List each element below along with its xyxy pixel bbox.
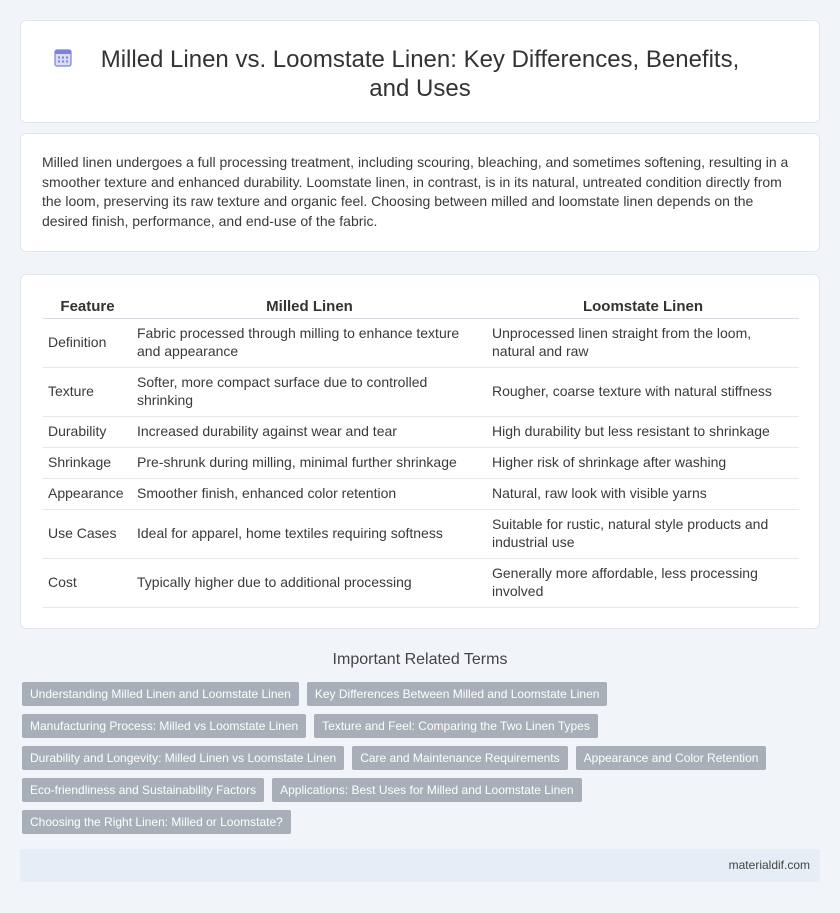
feature-cell: Texture: [43, 367, 132, 416]
related-term-tag[interactable]: Applications: Best Uses for Milled and Loomstate Linen: [272, 778, 582, 802]
intro-paragraph: Milled linen undergoes a full processing treatment, including scouring, bleaching, and sometimes softening, resulting in a smoother texture and enhanced durability. Loomstate linen, in contrast, is in its natural, untreated condition directly from the loom, preserving its raw texture and organic feel. Choosing between milled and loomstate linen depends on the desired finish, performance, and end-use of the fabric.: [42, 154, 789, 229]
comparison-table: [43, 295, 799, 608]
milled-cell: Typically higher due to additional processing: [132, 558, 487, 607]
related-term-tag[interactable]: Texture and Feel: Comparing the Two Linen Types: [314, 714, 598, 738]
related-term-tag[interactable]: Key Differences Between Milled and Loomstate Linen: [307, 682, 608, 706]
loomstate-cell: Unprocessed linen straight from the loom, natural and raw: [487, 318, 799, 367]
feature-cell: Shrinkage: [43, 447, 132, 478]
table-row: [43, 447, 799, 478]
table-row: [43, 416, 799, 447]
related-term-tag[interactable]: Appearance and Color Retention: [576, 746, 767, 770]
loomstate-cell: Rougher, coarse texture with natural stiffness: [487, 367, 799, 416]
feature-cell: Cost: [43, 558, 132, 607]
loomstate-cell: Natural, raw look with visible yarns: [487, 478, 799, 509]
milled-cell: Fabric processed through milling to enhance texture and appearance: [132, 318, 487, 367]
related-term-tag[interactable]: Care and Maintenance Requirements: [352, 746, 567, 770]
milled-cell: Smoother finish, enhanced color retention: [132, 478, 487, 509]
related-term-tag[interactable]: Understanding Milled Linen and Loomstate Linen: [22, 682, 299, 706]
table-row: [43, 478, 799, 509]
column-header-loomstate: Loomstate Linen: [487, 295, 799, 318]
footer: [20, 849, 820, 882]
feature-cell: Use Cases: [43, 509, 132, 558]
milled-cell: Pre-shrunk during milling, minimal further shrinkage: [132, 447, 487, 478]
related-terms-heading: Important Related Terms: [332, 651, 508, 668]
feature-cell: Appearance: [43, 478, 132, 509]
related-term-tag[interactable]: Durability and Longevity: Milled Linen vs Loomstate Linen: [22, 746, 344, 770]
page-title: Milled Linen vs. Loomstate Linen: Key Differences, Benefits, and Uses: [100, 46, 740, 102]
loomstate-cell: Higher risk of shrinkage after washing: [487, 447, 799, 478]
table-row: [43, 318, 799, 367]
related-term-tag[interactable]: Eco-friendliness and Sustainability Factors: [22, 778, 264, 802]
milled-cell: Ideal for apparel, home textiles requiring softness: [132, 509, 487, 558]
table-row: [43, 509, 799, 558]
comparison-table-card: [20, 274, 820, 629]
milled-cell: Increased durability against wear and tear: [132, 416, 487, 447]
table-row: [43, 367, 799, 416]
related-term-tag[interactable]: Choosing the Right Linen: Milled or Loomstate?: [22, 810, 291, 834]
loomstate-cell: High durability but less resistant to shrinkage: [487, 416, 799, 447]
title-card: [20, 20, 820, 123]
milled-cell: Softer, more compact surface due to controlled shrinking: [132, 367, 487, 416]
site-name[interactable]: materialdif.com: [728, 858, 810, 872]
related-term-tag[interactable]: Manufacturing Process: Milled vs Loomstate Linen: [22, 714, 306, 738]
intro-card: [20, 133, 820, 252]
table-header-row: [43, 295, 799, 318]
loomstate-cell: Suitable for rustic, natural style products and industrial use: [487, 509, 799, 558]
table-row: [43, 558, 799, 607]
feature-cell: Durability: [43, 416, 132, 447]
related-terms-list: [22, 682, 812, 842]
feature-cell: Definition: [43, 318, 132, 367]
column-header-milled: Milled Linen: [132, 295, 487, 318]
column-header-feature: Feature: [43, 295, 132, 318]
loomstate-cell: Generally more affordable, less processing involved: [487, 558, 799, 607]
